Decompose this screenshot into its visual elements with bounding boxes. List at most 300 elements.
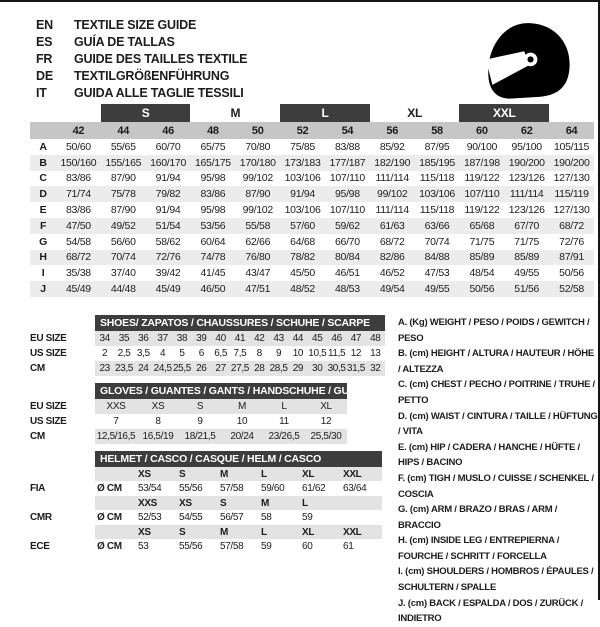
subtable-title: GLOVES / GUANTES / GANTS / HANDSCHUHE / GUANTI — [95, 383, 347, 399]
helmet-size-label: S — [177, 467, 218, 482]
subtable-cell: 8 — [155, 415, 161, 427]
measurement-cell: 45/50 — [290, 267, 315, 280]
subtable-cell: 10 — [292, 347, 304, 359]
helmet-value-cell: 57/58 — [220, 483, 244, 495]
measurement-cell: 68/72 — [549, 218, 594, 234]
measurement-cell: 35/38 — [66, 267, 91, 280]
measurement-cell: 107/110 — [329, 172, 365, 185]
measurement-cell: 90/100 — [466, 140, 498, 153]
measurement-cell: 43/47 — [245, 267, 271, 280]
helmet-value-cell: 59 — [261, 541, 272, 553]
measurement-cell: 50/56 — [559, 267, 584, 280]
measurement-cell: 75/78 — [101, 186, 146, 202]
helmet-size-label: L — [259, 467, 300, 482]
measurement-cell: 68/72 — [56, 250, 101, 266]
subtable-cell: 4 — [160, 347, 166, 359]
measurement-cell: 50/56 — [459, 281, 504, 297]
subtable-row — [30, 346, 385, 361]
language-code: IT — [36, 86, 47, 100]
measurement-cell: 107/110 — [329, 204, 365, 217]
measurement-cell: 71/75 — [514, 235, 540, 248]
measurement-cell: 65/75 — [200, 140, 226, 153]
subtable-cell: XL — [305, 399, 347, 414]
measurement-cell: 60/70 — [155, 140, 181, 153]
helmet-value-cell: 59/60 — [261, 483, 285, 495]
size-group-label: M — [230, 106, 241, 120]
helmet-value-cell: 52/53 — [138, 512, 162, 524]
helmet-size-label: M — [218, 467, 259, 482]
measurement-cell: 123/126 — [508, 172, 545, 185]
measurement-cell: 80/84 — [325, 250, 370, 266]
legend-entry: J. (cm) BACK / ESPALDA / DOS / ZURÜCK / INDIETRO — [398, 597, 584, 625]
measurement-cell: 115/119 — [549, 186, 594, 202]
subtable-title-row — [30, 383, 347, 399]
helmet-value-cell: 54/55 — [179, 512, 203, 524]
measurement-cell: 85/89 — [504, 250, 549, 266]
size-number: 56 — [370, 122, 415, 139]
size-group-row — [30, 104, 594, 122]
measurement-cell: 66/70 — [334, 235, 360, 248]
size-number: 44 — [101, 122, 146, 139]
subtable-cell: 13 — [370, 347, 381, 359]
measurement-cell: 49/55 — [415, 281, 460, 297]
measurement-cell: 87/90 — [110, 204, 136, 217]
measurement-row — [30, 171, 594, 187]
measurement-cell: 82/86 — [370, 250, 415, 266]
size-group-label: L — [280, 104, 370, 122]
subtable-row — [30, 399, 347, 414]
helmet-size-label: S — [177, 525, 218, 540]
subtable-cell: 42 — [250, 331, 269, 346]
measurement-cell: 64/68 — [290, 235, 315, 248]
measurement-cell: 71/75 — [469, 235, 495, 248]
measurement-row — [30, 265, 594, 281]
helmet-table — [30, 451, 382, 554]
measurement-cell: 71/74 — [56, 186, 101, 202]
helmet-size-label: XS — [136, 525, 177, 540]
measurement-row — [30, 202, 594, 218]
measurement-cell: 182/190 — [370, 155, 415, 171]
subtable-cell: 3,5 — [136, 347, 150, 359]
helmet-unit-label: Ø CM — [97, 541, 122, 553]
measurement-cell: 99/102 — [242, 204, 273, 217]
size-number: 42 — [56, 122, 101, 139]
measurement-cell: 49/52 — [101, 218, 146, 234]
subtable-cell: 28 — [250, 361, 269, 376]
measurement-cell: 55/65 — [110, 140, 136, 153]
measurement-cell: 111/114 — [375, 204, 409, 217]
measurement-cell: 68/72 — [379, 235, 405, 248]
measurement-row-label: E — [39, 204, 47, 217]
lower-section — [0, 315, 598, 627]
measurement-row-label: B — [30, 155, 56, 171]
helmet-size-label: XS — [136, 467, 177, 482]
measurement-cell: 91/94 — [280, 186, 325, 202]
subtable-cell: 38 — [172, 331, 191, 346]
page-header — [0, 2, 598, 104]
size-number: 46 — [146, 122, 191, 139]
helmet-size-label: M — [218, 525, 259, 540]
subtable-cell: 28,5 — [269, 362, 288, 374]
measurement-cell: 190/200 — [504, 155, 549, 171]
measurement-row-label: I — [41, 267, 45, 280]
legend-entry: I. (cm) SHOULDERS / HOMBROS / ÉPAULES / SCHULTERN / SPALLE — [398, 566, 594, 594]
subtable-cell: 6,5 — [214, 347, 228, 359]
language-row — [36, 86, 247, 100]
measurement-row-label: A — [39, 140, 47, 153]
measurement-cell: 103/106 — [284, 172, 321, 185]
subtable-cell: 24 — [134, 361, 153, 376]
subtable-cell: 2 — [102, 347, 108, 359]
measurement-cell: 48/53 — [325, 281, 370, 297]
subtable-cell: S — [179, 399, 221, 414]
measurement-cell: 119/122 — [464, 172, 500, 185]
subtable-cell: 9 — [197, 415, 203, 427]
subtable-cell: 29 — [288, 361, 307, 376]
subtable-cell: 12 — [350, 347, 362, 359]
measurement-row — [30, 281, 594, 297]
measurement-cell: 52/58 — [549, 281, 594, 297]
subtable-cell: 48 — [366, 331, 385, 346]
language-row — [36, 52, 247, 66]
language-code: DE — [36, 69, 53, 83]
language-list — [36, 18, 247, 100]
measurement-cell: 51/56 — [504, 281, 549, 297]
measurement-cell: 46/50 — [190, 281, 235, 297]
helmet-size-label: M — [259, 496, 300, 511]
helmet-value-cell: 53/54 — [138, 483, 162, 495]
measurement-cell: 115/118 — [419, 172, 455, 185]
language-title: GUIDA ALLE TAGLIE TESSILI — [74, 86, 244, 100]
measurement-cell: 119/122 — [464, 204, 500, 217]
helmet-value-row — [30, 539, 382, 554]
legend-entry: B. (cm) HEIGHT / ALTURA / HAUTEUR / HÖHE / ALTEZZA — [398, 348, 595, 375]
size-number: 48 — [190, 122, 235, 139]
measurement-cell: 47/51 — [235, 281, 280, 297]
measurement-cell: 63/66 — [415, 218, 460, 234]
subtable-cell: 43 — [269, 331, 288, 346]
subtable-cell: M — [221, 399, 263, 414]
measurement-cell: 111/114 — [504, 186, 549, 202]
measurement-row-label: F — [30, 218, 56, 234]
measurement-cell: 76/80 — [235, 250, 280, 266]
helmet-size-label: XXS — [136, 496, 177, 511]
helmet-size-label: L — [259, 525, 300, 540]
helmet-size-row — [30, 467, 382, 482]
measurement-row — [30, 139, 594, 155]
size-number: 60 — [459, 122, 504, 139]
measurement-cell: 127/130 — [553, 204, 590, 217]
measurement-cell: 45/49 — [146, 281, 191, 297]
size-number-row — [30, 122, 594, 139]
measurement-cell: 83/88 — [334, 140, 360, 153]
helmet-value-cell: 55/56 — [179, 483, 203, 495]
measurement-legend — [398, 315, 598, 627]
shoes-section — [30, 315, 388, 376]
legend-entry: C. (cm) CHEST / PECHO / POITRINE / TRUHE / PETTO — [398, 379, 595, 406]
helmet-value-cell: 55/56 — [179, 541, 203, 553]
subtable-row — [30, 331, 385, 346]
language-title: TEXTILGRÖßENFÜHRUNG — [74, 69, 230, 83]
subtable-cell: XXS — [95, 399, 137, 414]
measurement-cell: 56/60 — [110, 235, 136, 248]
gloves-section — [30, 383, 388, 444]
subtable-cell: 30 — [308, 361, 327, 376]
subtable-cell: 23 — [95, 361, 114, 376]
size-group-label: S — [101, 104, 191, 122]
measurement-cell: 79/82 — [146, 186, 191, 202]
helmet-size-label: XXL — [341, 525, 382, 540]
size-number: 50 — [235, 122, 280, 139]
measurement-row — [30, 234, 594, 250]
subtable-cell: 6 — [198, 347, 204, 359]
language-code: FR — [36, 52, 53, 66]
measurement-cell: 58/62 — [155, 235, 181, 248]
subtable-cell: 12 — [320, 415, 332, 427]
subtable-title: HELMET / CASCO / CASQUE / HELM / CASCO — [95, 451, 382, 467]
subtable-cell: 47 — [346, 331, 365, 346]
helmet-standard-label: FIA — [30, 481, 95, 496]
subtable-cell: 27,5 — [230, 362, 249, 374]
subtable-cell: 20/24 — [221, 429, 263, 444]
helmet-value-cell: 63/64 — [343, 483, 367, 495]
helmet-value-cell: 61 — [343, 541, 354, 553]
helmet-size-label: XXL — [341, 467, 382, 482]
measurement-cell: 105/115 — [554, 140, 590, 153]
measurement-row — [30, 250, 594, 266]
measurement-cell: 99/102 — [242, 172, 273, 185]
measurement-row — [30, 186, 594, 202]
measurement-cell: 39/42 — [155, 267, 181, 280]
subtable-row-label: US SIZE — [30, 346, 95, 361]
helmet-value-cell: 59 — [302, 512, 313, 524]
measurement-cell: 53/56 — [190, 218, 235, 234]
measurement-row — [30, 218, 594, 234]
measurement-cell: 111/114 — [375, 172, 409, 185]
subtable-cell: 45 — [308, 331, 327, 346]
measurement-cell: 49/54 — [370, 281, 415, 297]
measurement-cell: 95/100 — [511, 140, 542, 153]
helmet-size-label: XL — [300, 525, 341, 540]
main-size-section — [0, 104, 598, 297]
helmet-size-label: XL — [300, 467, 341, 482]
measurement-cell: 46/51 — [334, 267, 360, 280]
measurement-cell: 70/74 — [101, 250, 146, 266]
subtable-cell: XS — [137, 399, 179, 414]
helmet-size-row — [30, 496, 382, 511]
measurement-cell: 65/68 — [459, 218, 504, 234]
measurement-cell: 47/53 — [424, 267, 450, 280]
size-number: 58 — [415, 122, 460, 139]
language-row — [36, 18, 247, 32]
subtable-row-label: CM — [30, 429, 95, 444]
subtable-row — [30, 361, 385, 376]
subtable-cell: 18/21,5 — [179, 429, 221, 444]
legend-entry: H. (cm) INSIDE LEG / ENTREPIERNA / FOURCHE / SCHRITT / FORCELLA — [398, 535, 560, 562]
legend-entry: D. (cm) WAIST / CINTURA / TAILLE / HÜFTUNG / VITA — [398, 410, 598, 438]
helmet-value-row — [30, 510, 382, 525]
subtable-cell: 37 — [153, 331, 172, 346]
measurement-row-label: D — [30, 186, 56, 202]
helmet-size-row — [30, 525, 382, 540]
helmet-value-row — [30, 481, 382, 496]
measurement-cell: 72/76 — [559, 235, 584, 248]
measurement-cell: 74/78 — [190, 250, 235, 266]
subtable-cell: 39 — [192, 331, 211, 346]
subtable-cell: 36 — [134, 331, 153, 346]
measurement-cell: 48/54 — [469, 267, 495, 280]
subtable-cell: 41 — [230, 331, 249, 346]
subtable-cell: 2,5 — [117, 347, 131, 359]
size-number: 62 — [504, 122, 549, 139]
subtable-cell: 32 — [366, 361, 385, 376]
measurement-row-label: G — [39, 235, 47, 248]
subtable-cell: 10,5 — [308, 347, 327, 359]
helmet-standard-label: CMR — [30, 510, 95, 525]
accessory-tables — [30, 315, 388, 627]
measurement-cell: 155/165 — [101, 155, 146, 171]
subtable-cell: 40 — [211, 331, 230, 346]
measurement-cell: 48/52 — [280, 281, 325, 297]
measurement-cell: 57/60 — [280, 218, 325, 234]
measurement-cell: 41/45 — [200, 267, 226, 280]
subtable-cell: 11 — [279, 415, 289, 427]
size-group-label: XL — [407, 106, 422, 120]
subtable-cell: 10 — [236, 415, 248, 427]
measurement-cell: 61/63 — [370, 218, 415, 234]
subtable-row — [30, 429, 347, 444]
subtable-cell: 44 — [288, 331, 307, 346]
helmet-value-cell: 53 — [138, 541, 149, 553]
measurement-cell: 160/170 — [146, 155, 191, 171]
measurement-cell: 107/110 — [459, 186, 504, 202]
measurement-cell: 83/86 — [66, 204, 91, 217]
measurement-cell: 67/70 — [504, 218, 549, 234]
language-code: ES — [36, 35, 53, 49]
measurement-cell: 103/106 — [415, 186, 460, 202]
measurement-cell: 46/52 — [379, 267, 405, 280]
shoes-table — [30, 315, 385, 376]
subtable-title-row — [30, 315, 385, 331]
subtable-cell: 7 — [113, 415, 119, 427]
measurement-cell: 123/126 — [508, 204, 545, 217]
measurement-cell: 91/94 — [155, 204, 181, 217]
measurement-cell: 59/62 — [325, 218, 370, 234]
helmet-value-cell: 60 — [302, 541, 313, 553]
measurement-cell: 75/85 — [290, 140, 315, 153]
subtable-row-label: EU SIZE — [30, 399, 95, 414]
subtable-cell: 25,5 — [172, 362, 192, 374]
gloves-table — [30, 383, 373, 444]
subtable-cell: 31,5 — [346, 362, 365, 374]
measurement-cell: 115/118 — [419, 204, 455, 217]
measurement-cell: 70/80 — [245, 140, 271, 153]
subtable-cell: 7,5 — [233, 347, 247, 359]
helmet-size-label: XS — [177, 496, 218, 511]
subtable-cell: 46 — [327, 331, 346, 346]
subtable-row-label: CM — [30, 361, 95, 376]
subtable-cell: 11,5 — [327, 347, 346, 359]
measurement-cell: 165/175 — [190, 155, 235, 171]
measurement-cell: 47/50 — [56, 218, 101, 234]
measurement-cell: 103/106 — [284, 204, 321, 217]
measurement-cell: 95/98 — [200, 204, 226, 217]
subtable-cell: 12,5/16,5 — [96, 430, 136, 442]
measurement-cell: 173/183 — [280, 155, 325, 171]
subtable-row-label: EU SIZE — [30, 331, 95, 346]
subtable-title: SHOES/ ZAPATOS / CHAUSSURES / SCHUHE / SCARPE — [95, 315, 385, 331]
measurement-cell: 44/48 — [101, 281, 146, 297]
language-title: GUÍA DE TALLAS — [74, 35, 175, 49]
measurement-cell: 185/195 — [415, 155, 460, 171]
size-number: 52 — [280, 122, 325, 139]
subtable-cell: 5 — [179, 347, 185, 359]
language-title: GUIDE DES TAILLES TEXTILE — [74, 52, 248, 66]
measurement-cell: 150/160 — [56, 155, 101, 171]
subtable-cell: 23,5 — [114, 362, 134, 374]
main-size-table — [30, 104, 594, 297]
legend-entry: G. (cm) ARM / BRAZO / BRAS / ARM / BRACCIO — [398, 504, 558, 531]
helmet-size-label — [341, 496, 382, 511]
measurement-cell: 177/187 — [325, 155, 370, 171]
helmet-size-label: L — [300, 496, 341, 511]
helmet-value-cell: 57/58 — [220, 541, 244, 553]
measurement-cell: 62/66 — [245, 235, 271, 248]
measurement-cell: 187/198 — [459, 155, 504, 171]
subtable-row-label: US SIZE — [30, 414, 95, 429]
measurement-cell: 54/58 — [66, 235, 91, 248]
measurement-cell: 70/74 — [424, 235, 450, 248]
measurement-cell: 51/54 — [146, 218, 191, 234]
measurement-cell: 37/40 — [110, 267, 136, 280]
helmet-standard-label: ECE — [30, 539, 95, 554]
measurement-cell: 127/130 — [553, 172, 590, 185]
measurement-cell: 49/55 — [514, 267, 540, 280]
measurement-cell: 83/86 — [190, 186, 235, 202]
subtable-cell: 30,5 — [327, 362, 346, 374]
size-number: 54 — [325, 122, 370, 139]
subtable-cell: 8 — [256, 347, 262, 359]
measurement-cell: 55/58 — [235, 218, 280, 234]
measurement-cell: 87/90 — [110, 172, 136, 185]
measurement-cell: 50/60 — [66, 140, 91, 153]
legend-entry: A. (Kg) WEIGHT / PESO / POIDS / GEWITCH / PESO — [398, 316, 590, 344]
measurement-cell: 190/200 — [549, 155, 594, 171]
measurement-cell: 99/102 — [370, 186, 415, 202]
language-row — [36, 69, 247, 83]
subtable-cell: 24,5 — [153, 362, 172, 374]
racing-helmet-icon — [468, 14, 584, 114]
measurement-cell: 91/94 — [155, 172, 181, 185]
measurement-row-label: H — [30, 250, 56, 266]
measurement-cell: 72/76 — [146, 250, 191, 266]
measurement-cell: 87/91 — [549, 250, 594, 266]
helmet-unit-label: Ø CM — [97, 483, 122, 495]
helmet-unit-label: Ø CM — [97, 512, 122, 524]
helmet-value-cell: 58 — [261, 512, 272, 524]
measurement-row — [30, 155, 594, 171]
language-title: TEXTILE SIZE GUIDE — [74, 18, 197, 32]
subtable-row — [30, 414, 347, 429]
measurement-row-label: C — [39, 172, 47, 185]
measurement-cell: 95/98 — [325, 186, 370, 202]
subtable-cell: 16,5/19 — [137, 429, 179, 444]
legend-entry: F. (cm) TIGH / MUSLO / CUISSE / SCHENKEL / COSCIA — [398, 472, 594, 500]
measurement-cell: 95/98 — [200, 172, 226, 185]
helmet-value-cell — [341, 510, 382, 525]
legend-entry: E. (cm) HIP / CADERA / HANCHE / HÜFTE / HIPS / BACINO — [398, 441, 580, 469]
size-group-label: XXL — [459, 104, 549, 122]
